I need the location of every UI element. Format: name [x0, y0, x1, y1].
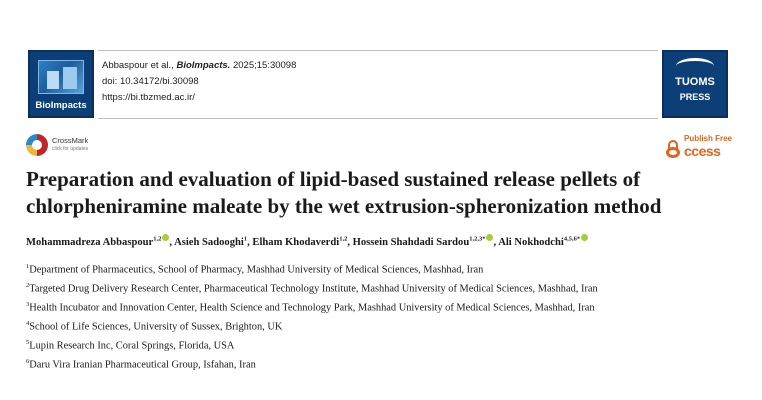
affiliation-list — [26, 259, 738, 373]
publisher-logo[interactable] — [662, 50, 728, 118]
affiliation-number: 3 — [26, 301, 30, 309]
author-affiliation-marker: 1 — [243, 235, 248, 243]
article-title: Preparation and evaluation of lipid-based sustained release pellets of chlorpheniramine maleate by the wet extrusion-spheronization method — [26, 167, 662, 218]
affiliation-number: 1 — [26, 263, 30, 270]
open-access-badge[interactable] — [666, 134, 732, 160]
citation-authors: Abbaspour et al., — [102, 60, 177, 71]
header-rule — [98, 50, 658, 51]
author — [353, 237, 499, 248]
author-affiliation-marker: 1,2 — [153, 235, 162, 243]
author — [26, 237, 174, 248]
affiliation-text: Lupin Research Inc, Coral Springs, Florida, USA — [29, 340, 235, 352]
author-list — [26, 234, 738, 248]
doi-link[interactable]: doi: 10.34172/bi.30098 — [102, 76, 199, 87]
author-separator: , — [493, 237, 499, 248]
author-name: Ali Nokhodchi — [498, 237, 564, 248]
author — [174, 237, 252, 248]
affiliation-item — [26, 335, 738, 354]
affiliation-number: 6 — [26, 358, 30, 366]
author — [252, 237, 352, 248]
affiliation-number: 4 — [26, 320, 30, 328]
journal-logo[interactable] — [28, 50, 94, 118]
open-lock-icon — [666, 140, 680, 158]
crossmark-sub: click for updates — [52, 146, 89, 152]
author-separator: , — [347, 237, 353, 248]
citation-block — [102, 58, 296, 106]
author-name: Mohammadreza Abbaspour — [26, 237, 154, 248]
crossmark-badge[interactable] — [26, 134, 100, 158]
affiliation-item — [26, 297, 738, 316]
author-affiliation-marker: 4,5,6* — [563, 235, 581, 243]
affiliation-item — [26, 259, 738, 278]
affiliation-number: 2 — [26, 282, 30, 290]
author — [498, 237, 588, 248]
access-label: ccess — [684, 143, 721, 159]
affiliation-item — [26, 354, 738, 373]
orcid-icon[interactable] — [581, 234, 588, 241]
affiliation-text: Health Incubator and Innovation Center, Health Science and Technology Park, Mashhad University of Medical Sciences, Mashhad, Iran — [29, 302, 595, 314]
citation-journal: BioImpacts. — [176, 60, 231, 71]
citation-volume: 2025;15:30098 — [230, 60, 297, 71]
book-icon — [676, 58, 714, 74]
affiliation-text: Targeted Drug Delivery Research Center, Pharmaceutical Technology Institute, Mashhad University of Medical Sciences, Mashhad, Iran — [29, 283, 598, 295]
crossmark-label: CrossMark — [52, 136, 89, 145]
publish-free-label: Publish Free — [684, 134, 733, 143]
affiliation-item — [26, 278, 738, 297]
author-name: Elham Khodaverdi — [252, 237, 340, 248]
header-rule — [98, 118, 658, 119]
article-header — [26, 46, 730, 122]
author-affiliation-marker: 1,2,3* — [469, 235, 486, 243]
author-separator: , — [247, 237, 253, 248]
press-logo-line1: TUOMS — [675, 76, 715, 88]
journal-cover-art — [38, 60, 84, 94]
press-logo-line2: PRESS — [679, 92, 711, 102]
author-name: Hossein Shahdadi Sardou — [352, 237, 470, 248]
affiliation-text: Daru Vira Iranian Pharmaceutical Group, Isfahan, Iran — [29, 359, 256, 371]
author-name: Asieh Sadooghi — [174, 237, 244, 248]
citation-line — [102, 58, 296, 74]
crossmark-icon — [26, 134, 48, 156]
author-separator: , — [169, 237, 175, 248]
affiliation-number: 5 — [26, 339, 30, 347]
affiliation-text: Department of Pharmaceutics, School of Pharmacy, Mashhad University of Medical Sciences, Mashhad, Iran — [29, 264, 484, 276]
journal-url-link[interactable]: https://bi.tbzmed.ac.ir/ — [102, 92, 195, 103]
journal-logo-text: BioImpacts — [35, 100, 87, 111]
affiliation-text: School of Life Sciences, University of Sussex, Brighton, UK — [29, 321, 283, 333]
author-affiliation-marker: 1,2 — [339, 235, 348, 243]
affiliation-item — [26, 316, 738, 335]
